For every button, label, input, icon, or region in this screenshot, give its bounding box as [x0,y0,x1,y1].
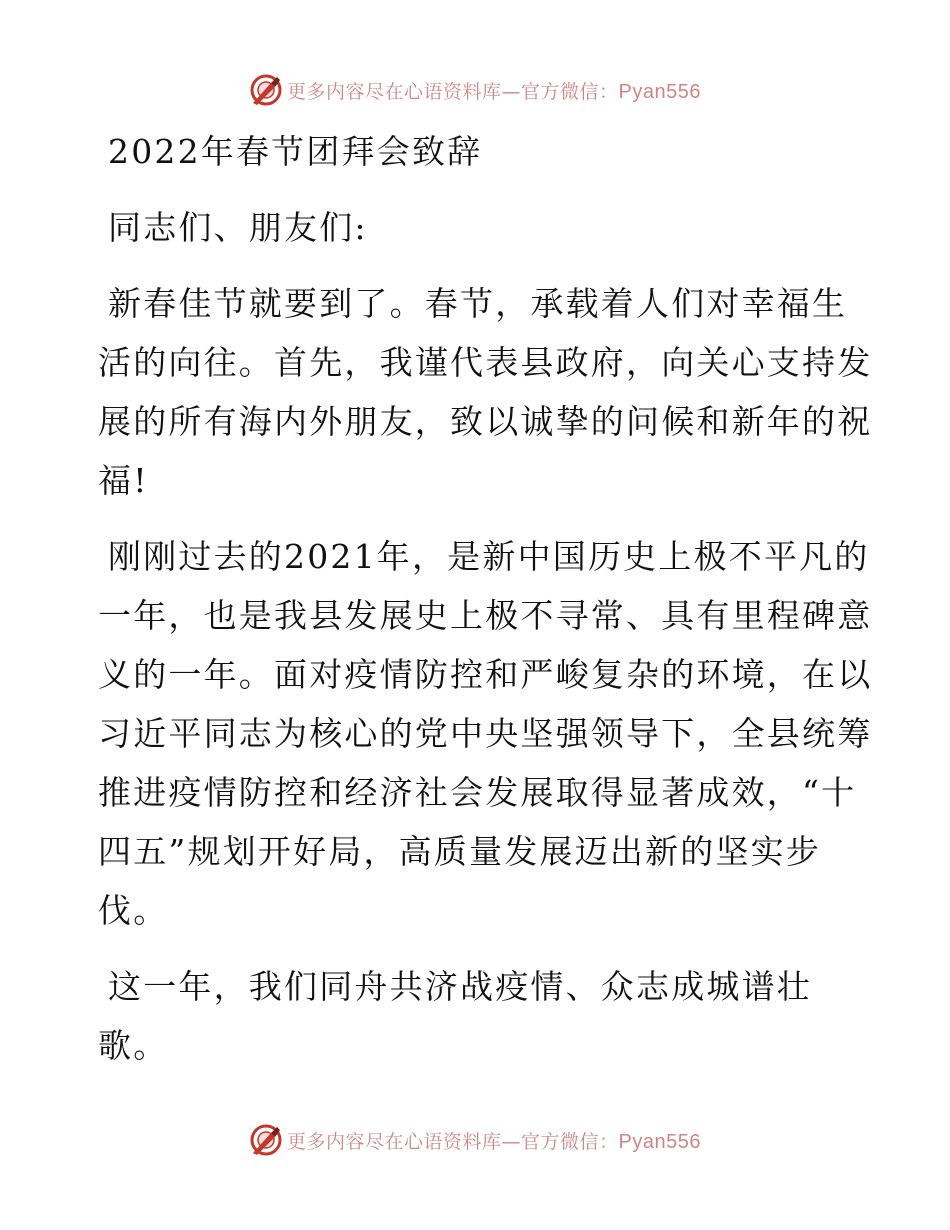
pen-logo-icon [249,1123,283,1157]
paragraph-line: 这一年，我们同舟共济战疫情、众志成城谱壮 [108,967,812,1006]
document-body [98,122,873,1075]
paragraph-line: 伐。 [98,891,169,930]
paragraph-line: 推进疫情防控和经济社会发展取得显著成效，“十 [98,773,857,812]
paragraph-line: 习近平同志为核心的党中央坚强领导下，全县统筹 [98,714,873,753]
paragraph-line: 活的向往。首先，我谨代表县政府，向关心支持发 [98,343,873,382]
footer-banner-text [287,1127,701,1154]
salutation: 同志们、朋友们: [108,208,368,247]
paragraph-3 [98,957,858,1075]
header-banner-label: 更多内容尽在心语资料库—官方微信： [287,80,619,103]
paragraph-1 [98,274,873,510]
document-title: 2022年春节团拜会致辞 [108,132,483,171]
header-banner-text [287,77,701,104]
pen-logo-icon [249,73,283,107]
paragraph-line: 新春佳节就要到了。春节，承载着人们对幸福生 [108,284,848,323]
header-wechat-id: Pyan556 [618,80,701,103]
paragraph-2 [98,527,873,940]
paragraph-line: 刚刚过去的2021年，是新中国历史上极不平凡的 [108,537,870,576]
paragraph-line: 一年，也是我县发展史上极不寻常、具有里程碑意 [98,596,873,635]
footer-banner-label: 更多内容尽在心语资料库—官方微信： [287,1130,619,1153]
paragraph-line: 歌。 [98,1026,169,1065]
paragraph-line: 四五”规划开好局，高质量发展迈出新的坚实步 [98,832,822,871]
paragraph-line: 义的一年。面对疫情防控和严峻复杂的环境，在以 [98,655,873,694]
footer-banner [0,1118,950,1162]
header-banner [0,68,950,112]
footer-wechat-id: Pyan556 [618,1130,701,1153]
paragraph-line: 展的所有海内外朋友，致以诚挚的问候和新年的祝 [98,402,873,441]
paragraph-line: 福! [98,461,149,500]
